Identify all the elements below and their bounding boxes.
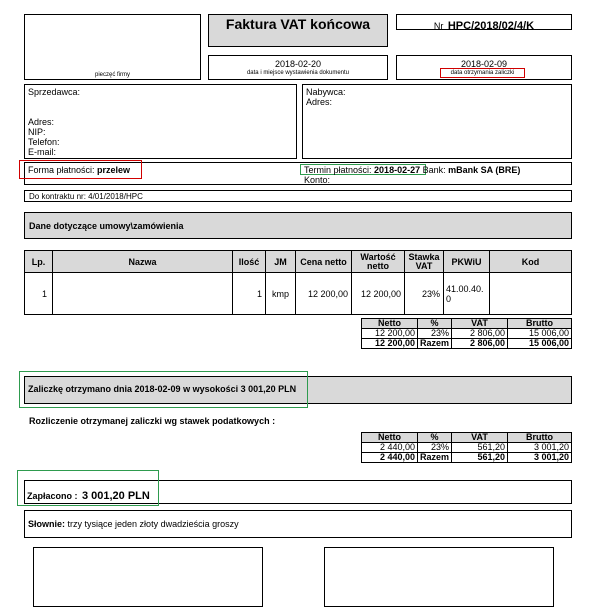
payment-form-label: Forma płatności: [28,165,95,175]
summary-2-net: 2 440,00 [362,443,418,453]
col-name: Nazwa [53,251,233,273]
seller-label: Sprzedawca: [28,87,81,97]
summary-1-h-gross: Brutto [508,319,572,329]
signature-box-left [33,547,263,607]
amount-in-words-label: Słownie: [28,519,66,529]
summary-2-row [362,443,572,453]
issue-date-box [208,55,388,80]
receipt-date-caption: data otrzymania zaliczki [440,68,525,78]
summary-1-h-vat: VAT [452,319,508,329]
summary-1-total [362,339,572,349]
invoice-title: Faktura VAT końcowa [208,14,388,47]
seller-phone-label: Telefon: [28,137,60,147]
col-lp: Lp. [25,251,53,273]
summary-2-gross: 3 001,20 [508,443,572,453]
cell-code [490,273,572,315]
payment-form [19,160,142,179]
order-section-header: Dane dotyczące umowy\zamówienia [24,212,572,239]
summary-1-net: 12 200,00 [362,329,418,339]
col-pkwiu: PKWiU [444,251,490,273]
issue-date: 2018-02-20 [274,59,322,69]
col-vat-rate [405,251,444,273]
summary-2-total-vat: 561,20 [452,453,508,463]
summary-2-vat: 561,20 [452,443,508,453]
settlement-text: Rozliczenie otrzymanej zaliczki wg stawek podatkowych : [29,416,276,426]
col-net-value-line2: netto [367,260,389,271]
contract-row: Do kontraktu nr: 4/01/2018/HPC [24,190,572,202]
summary-1-vat: 2 806,00 [452,329,508,339]
summary-2-h-net: Netto [362,433,418,443]
summary-2-total [362,453,572,463]
summary-1-row [362,329,572,339]
bank-value: mBank SA (BRE) [448,165,521,175]
summary-2-h-gross: Brutto [508,433,572,443]
buyer-address-label: Adres: [306,97,333,107]
cell-qty: 1 [233,273,266,315]
receipt-date-box [396,55,572,80]
col-code: Kod [490,251,572,273]
invoice-number-box [396,14,572,30]
amount-in-words-value: trzy tysiące jeden złoty dwadzieścia groszy [67,519,239,529]
buyer-box [302,84,572,159]
summary-2-total-net: 2 440,00 [362,453,418,463]
issue-date-caption: data i miejsce wystawienia dokumentu [246,70,350,76]
cell-name [53,273,233,315]
cell-net-value: 12 200,00 [352,273,405,315]
amount-in-words-box [24,510,572,538]
buyer-label: Nabywca: [306,87,346,97]
seller-box [24,84,297,159]
cell-vat-rate: 23% [405,273,444,315]
payment-term [304,165,520,175]
cell-net-price: 12 200,00 [296,273,352,315]
table-row [25,273,572,315]
col-vat-rate-line1: Stawka [408,251,440,262]
items-table [24,250,572,315]
paid-value: 3 001,20 PLN [81,490,150,502]
invoice-number: HPC/2018/02/4/K [447,20,535,32]
summary-1-h-rate: % [418,319,452,329]
col-net-price: Cena netto [296,251,352,273]
payment-term-value: 2018-02-27 [374,165,421,175]
advance-text: Zaliczkę otrzymano dnia 2018-02-09 w wysokości 3 001,20 PLN [28,384,297,394]
invoice-number-prefix: Nr [433,21,444,31]
payment-form-value: przelew [97,165,131,175]
summary-2-rate: 23% [418,443,452,453]
summary-1-total-vat: 2 806,00 [452,339,508,349]
col-net-value-line1: Wartość [360,251,396,262]
summary-2-total-label: Razem [418,453,452,463]
summary-2-header [362,433,572,443]
summary-1-total-net: 12 200,00 [362,339,418,349]
summary-1-rate: 23% [418,329,452,339]
receipt-date: 2018-02-09 [460,59,508,69]
cell-unit: kmp [266,273,296,315]
summary-1-gross: 15 006,00 [508,329,572,339]
col-net-value [352,251,405,273]
summary-1-total-label: Razem [418,339,452,349]
paid-line [27,486,150,504]
bank-label: Bank: [422,165,446,175]
signature-box-right [324,547,554,607]
summary-2-h-rate: % [418,433,452,443]
col-qty: Ilość [233,251,266,273]
summary-2-total-gross: 3 001,20 [508,453,572,463]
seller-email-label: E-mail: [28,147,57,157]
summary-table-1 [361,318,572,349]
payment-term-label: Termin płatności: [304,165,372,175]
cell-pkwiu: 41.00.40.0 [444,273,490,315]
seller-address-label: Adres: [28,117,55,127]
summary-table-2 [361,432,572,463]
cell-lp: 1 [25,273,53,315]
summary-2-h-vat: VAT [452,433,508,443]
summary-1-total-gross: 15 006,00 [508,339,572,349]
paid-label: Zapłacono : [27,491,78,501]
account-label: Konto: [304,175,331,185]
seller-nip-label: NIP: [28,127,46,137]
company-stamp-box [24,14,201,80]
stamp-caption: pieczęć firmy [94,72,130,78]
col-unit: JM [266,251,296,273]
summary-1-h-net: Netto [362,319,418,329]
col-vat-rate-line2: VAT [415,260,433,271]
summary-1-header [362,319,572,329]
